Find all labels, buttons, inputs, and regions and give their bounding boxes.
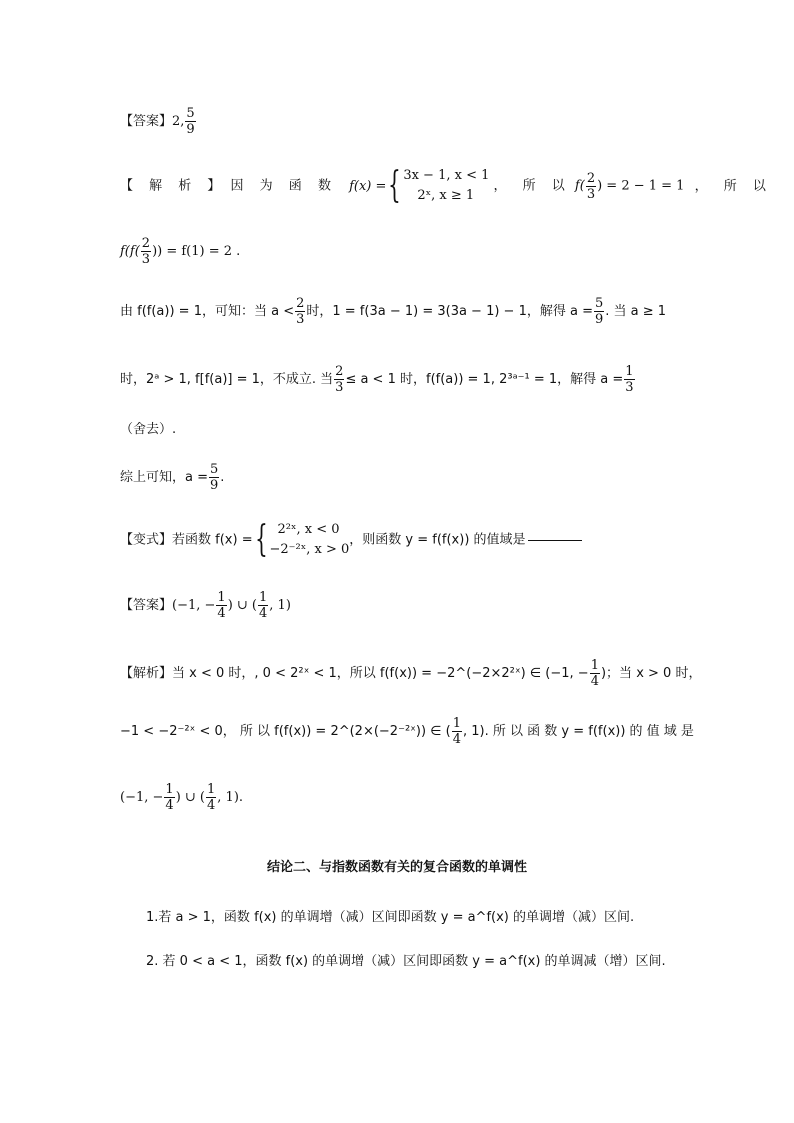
analysis-text: 因 为 函 数 <box>230 178 337 194</box>
expr: (−1, − <box>172 598 216 613</box>
left-brace: { <box>388 165 402 206</box>
answer-value: 2, <box>172 114 185 129</box>
variant-label: 【变式】 <box>120 532 173 548</box>
rule-item-1: 1.若 a > 1，函数 f(x) 的单调增（减）区间即函数 y = a^f(x) 的单调增（减）区间. <box>146 910 635 925</box>
fraction: $\frac{1}{4}$ <box>452 716 462 747</box>
analysis-label: 【解析】 <box>120 666 173 681</box>
expr: )) = f(1) = 2 . <box>152 244 241 259</box>
analysis-line-6: （舍去）. <box>120 422 177 437</box>
text: 当 x < 0 时，, 0 < 2²ˣ < 1，所以 f(f(x)) = −2^(−2×2²ˣ) ∈ (−1, − <box>172 666 589 681</box>
fraction: $\frac{1}{3}$ <box>625 364 634 395</box>
analysis-4 <box>120 782 243 813</box>
conclusion <box>120 462 224 493</box>
piecewise-cases: 3x − 1, x < 1 2ˣ, x ≥ 1 <box>403 168 490 203</box>
answer-1 <box>120 106 197 137</box>
text: 时，2ᵃ > 1, f[f(a)] = 1，不成立. 当 <box>120 372 334 387</box>
text: )；当 x > 0 时， <box>600 666 702 681</box>
answer-2 <box>120 590 291 621</box>
analysis-line-4 <box>120 296 666 327</box>
function-def: f(x) = <box>349 178 387 194</box>
text: −1 < −2⁻²ˣ < 0， 所 以 f(f(x)) = 2^(2×(−2⁻²ˣ)) ∈ ( <box>120 724 451 739</box>
analysis-1 <box>120 165 772 206</box>
variant <box>120 520 582 560</box>
text: 时，1 = f(3a − 1) = 3(3a − 1) − 1，解得 a = <box>306 304 593 319</box>
analysis-label: 【 解 析 】 <box>120 178 227 194</box>
fraction: $\frac{5}{9}$ <box>594 296 604 327</box>
fraction: $\frac{1}{4}$ <box>207 782 216 813</box>
answer-blank <box>528 540 582 541</box>
analysis-2 <box>120 658 701 689</box>
rule-item-2: 2. 若 0 < a < 1，函数 f(x) 的单调增（减）区间即函数 y = a^f(x) 的单调减（增）区间. <box>146 954 666 969</box>
text: , 1). 所 以 函 数 y = f(f(x)) 的 值 域 是 <box>463 724 694 739</box>
text: 综上可知，a = <box>120 470 208 485</box>
analysis-text: ， 所 以 <box>694 178 772 194</box>
expr: (−1, − <box>120 790 164 805</box>
fraction: $\frac{1}{4}$ <box>165 782 174 813</box>
left-brace: { <box>254 519 268 560</box>
answer-label: 【答案】 <box>120 114 173 129</box>
analysis-line-5 <box>120 364 636 395</box>
fraction: $\frac{1}{4}$ <box>259 590 268 621</box>
analysis-line-3 <box>120 236 240 267</box>
expr: f(f( <box>120 244 140 259</box>
fraction: $\frac{2}{3}$ <box>335 364 344 395</box>
text: ，则函数 y = f(f(x)) 的值域是 <box>349 532 526 548</box>
expr: ) ∪ ( <box>175 790 205 805</box>
piecewise-cases: 2²ˣ, x < 0 −2⁻²ˣ, x > 0 <box>269 522 350 557</box>
expr: , 1) <box>269 598 291 613</box>
expr: ) ∪ ( <box>227 598 258 613</box>
text: . 当 a ≥ 1 <box>605 304 667 319</box>
expr: f( <box>574 178 585 194</box>
analysis-text: ， 所 以 <box>493 178 571 194</box>
fraction: $\frac{5}{9}$ <box>186 106 195 137</box>
fraction: $\frac{1}{4}$ <box>590 658 599 689</box>
fraction: $\frac{1}{4}$ <box>217 590 226 621</box>
fraction: $\frac{2}{3}$ <box>586 170 596 202</box>
text: 若函数 f(x) = <box>172 532 253 548</box>
fraction: $\frac{2}{3}$ <box>296 296 305 327</box>
text: 由 f(f(a)) = 1，可知：当 a < <box>120 304 295 319</box>
section-title: 结论二、与指数函数有关的复合函数的单调性 <box>266 860 527 875</box>
expr: ) = 2 − 1 = 1 <box>597 178 685 194</box>
fraction: $\frac{2}{3}$ <box>141 236 151 267</box>
analysis-3 <box>120 716 694 747</box>
text: ≤ a < 1 时，f(f(a)) = 1, 2³ᵃ⁻¹ = 1，解得 a = <box>345 372 624 387</box>
expr: , 1). <box>217 790 244 805</box>
answer-label: 【答案】 <box>120 598 173 613</box>
fraction: $\frac{5}{9}$ <box>210 462 219 493</box>
text: . <box>220 470 225 485</box>
